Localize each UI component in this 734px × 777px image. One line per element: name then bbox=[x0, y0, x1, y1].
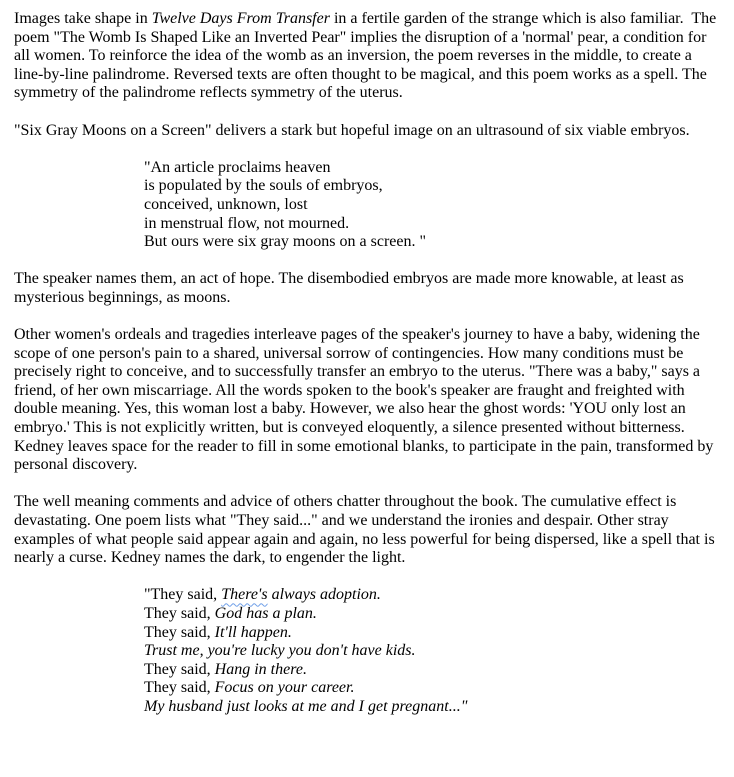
text-run: They said, bbox=[144, 605, 215, 622]
text-run: is populated by the souls of embryos, bbox=[144, 177, 383, 195]
block-quote[interactable] bbox=[144, 159, 722, 252]
text-run: "An article proclaims heaven bbox=[144, 158, 331, 176]
quote-line bbox=[144, 642, 722, 661]
text-run: My husband just looks at me and I get pregnant..." bbox=[144, 697, 468, 715]
paragraph[interactable] bbox=[14, 326, 722, 475]
text-run: Other women's ordeals and tragedies interleave pages of the speaker's journey to have a baby, widening the scope of one person's pain to a shared, universal sorrow of contingencies. How many conditions must be precisely right to conceive, and to successfully transfer an embryo to the uterus. "There was a baby," says a friend, of her own miscarriage. All the words spoken to the book's speaker are fraught and freighted with double meaning. Yes, this woman lost a baby. However, we also hear the ghost words: 'YOU only lost an embryo.' This is not explicitly written, but is conveyed eloquently, a silence presented without bitterness. Kedney leaves space for the reader to fill in some emotional blanks, to participate in the pain, transformed by personal discovery. bbox=[14, 326, 718, 474]
text-run: in menstrual flow, not mourned. bbox=[144, 214, 350, 232]
text-run: conceived, unknown, lost bbox=[144, 195, 308, 213]
quote-line bbox=[144, 196, 722, 215]
quote-line bbox=[144, 586, 722, 605]
text-run: always adoption. bbox=[267, 586, 381, 604]
quote-line bbox=[144, 605, 722, 624]
text-run: Twelve Days From Transfer bbox=[151, 10, 330, 27]
text-run: It'll happen. bbox=[214, 623, 292, 641]
text-run: Focus on your career. bbox=[214, 679, 355, 697]
quote-line bbox=[144, 177, 722, 196]
paragraph[interactable] bbox=[14, 493, 722, 567]
text-run: They said, bbox=[144, 623, 215, 641]
text-run: Images take shape in bbox=[14, 10, 152, 27]
paragraph[interactable] bbox=[14, 122, 722, 141]
text-run: Hang in there. bbox=[214, 660, 307, 678]
block-quote[interactable] bbox=[144, 586, 722, 716]
quote-line bbox=[144, 698, 722, 717]
quote-line bbox=[144, 233, 722, 252]
quote-line bbox=[144, 661, 722, 680]
text-run: Trust me, you're lucky you don't have kids. bbox=[144, 642, 416, 660]
text-run: "They said, bbox=[144, 586, 222, 604]
quote-line bbox=[144, 679, 722, 698]
text-run: But ours were six gray moons on a screen. " bbox=[144, 233, 427, 251]
text-run: They said, bbox=[144, 660, 215, 678]
paragraph[interactable] bbox=[14, 10, 722, 103]
text-run: God has a plan. bbox=[214, 605, 317, 622]
text-run: They said, bbox=[144, 679, 215, 697]
text-run: in a fertile garden of the strange which is also familiar. The poem "The Womb Is Shaped Like an Inverted Pear" implies the disruption of a 'normal' pear, a condition for all women. To reinforce the idea of the womb as an inversion, the poem reverses in the middle, to create a line-by-line palindrome. Reversed texts are often thought to be magical, and this poem works as a spell. The symmetry of the palindrome reflects symmetry of the uterus. bbox=[14, 10, 721, 102]
text-run: The well meaning comments and advice of others chatter throughout the book. The cumulative effect is devastating. One poem lists what "They said..." and we understand the ironies and despair. Other stray examples of what people said appear again and again, no less powerful for being dispersed, like a spell that is nearly a curse. Kedney names the dark, to engender the light. bbox=[14, 493, 719, 567]
text-run: "Six Gray Moons on a Screen" delivers a stark but hopeful image on an ultrasound of six viable embryos. bbox=[14, 121, 690, 139]
quote-line bbox=[144, 159, 722, 178]
paragraph[interactable] bbox=[14, 270, 722, 307]
text-run: The speaker names them, an act of hope. The disembodied embryos are made more knowable, at least as mysterious beginnings, as moons. bbox=[14, 270, 688, 306]
grammar-squiggle-word[interactable]: There's bbox=[221, 586, 268, 604]
quote-line bbox=[144, 624, 722, 643]
quote-line bbox=[144, 215, 722, 234]
